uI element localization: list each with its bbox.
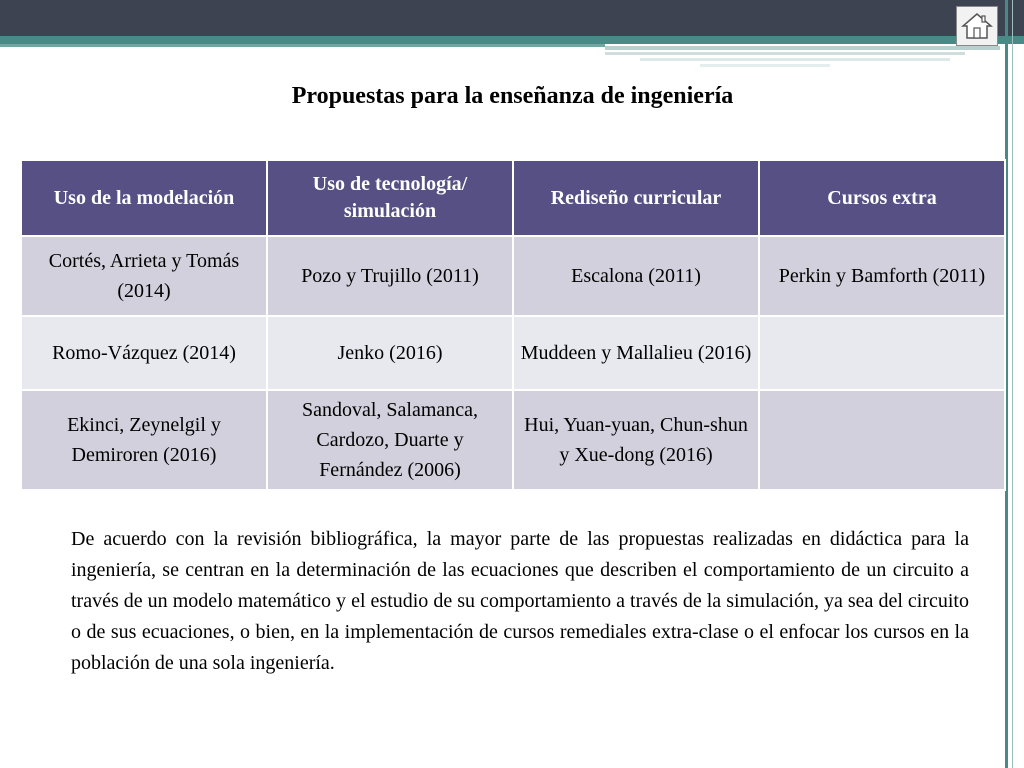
header-modelacion: Uso de la modelación: [21, 160, 267, 236]
right-border-line-thin: [1012, 0, 1013, 768]
home-button[interactable]: [956, 6, 998, 46]
proposals-table: [20, 159, 1006, 491]
header-cursos-extra: Cursos extra: [759, 160, 1005, 236]
table-cell: Sandoval, Salamanca, Cardozo, Duarte y Fernández (2006): [267, 390, 513, 490]
decorative-stripe: [605, 52, 965, 55]
table-cell: Cortés, Arrieta y Tomás (2014): [21, 236, 267, 316]
table-cell: [759, 390, 1005, 490]
table-cell: [759, 316, 1005, 390]
table-cell: Romo-Vázquez (2014): [21, 316, 267, 390]
table-cell: Muddeen y Mallalieu (2016): [513, 316, 759, 390]
table-cell: Escalona (2011): [513, 236, 759, 316]
slide-title: Propuestas para la enseñanza de ingeniería: [291, 83, 734, 109]
decorative-stripe: [640, 58, 950, 61]
decorative-stripe: [700, 64, 830, 67]
header-tecnologia: Uso de tecnología/ simulación: [267, 160, 513, 236]
table-row: [21, 316, 1005, 390]
slide-accent-band: [0, 36, 1024, 44]
table-cell: Hui, Yuan-yuan, Chun-shun y Xue-dong (2016): [513, 390, 759, 490]
table-header-row: [21, 160, 1005, 236]
table-row: [21, 390, 1005, 490]
summary-paragraph: De acuerdo con la revisión bibliográfica, la mayor parte de las propuestas realizadas en didáctica para la ingeniería, se centran en la determinación de las ecuaciones que describen el comportamiento de un circuito a través de un modelo matemático y el estudio de su comportamiento a través de la simulación, ya sea del circuito o de sus ecuaciones, o bien, en la implementación de cursos remediales extra-clase o el enfocar los cursos en la población de una sola ingeniería.: [71, 528, 969, 674]
table-cell: Ekinci, Zeynelgil y Demiroren (2016): [21, 390, 267, 490]
decorative-stripe: [0, 44, 605, 47]
home-icon: [961, 11, 993, 41]
table-row: [21, 236, 1005, 316]
table-cell: Perkin y Bamforth (2011): [759, 236, 1005, 316]
decorative-stripe: [605, 46, 1000, 50]
slide-top-bar: [0, 0, 1024, 36]
table-cell: Jenko (2016): [267, 316, 513, 390]
header-rediseno: Rediseño curricular: [513, 160, 759, 236]
table-cell: Pozo y Trujillo (2011): [267, 236, 513, 316]
